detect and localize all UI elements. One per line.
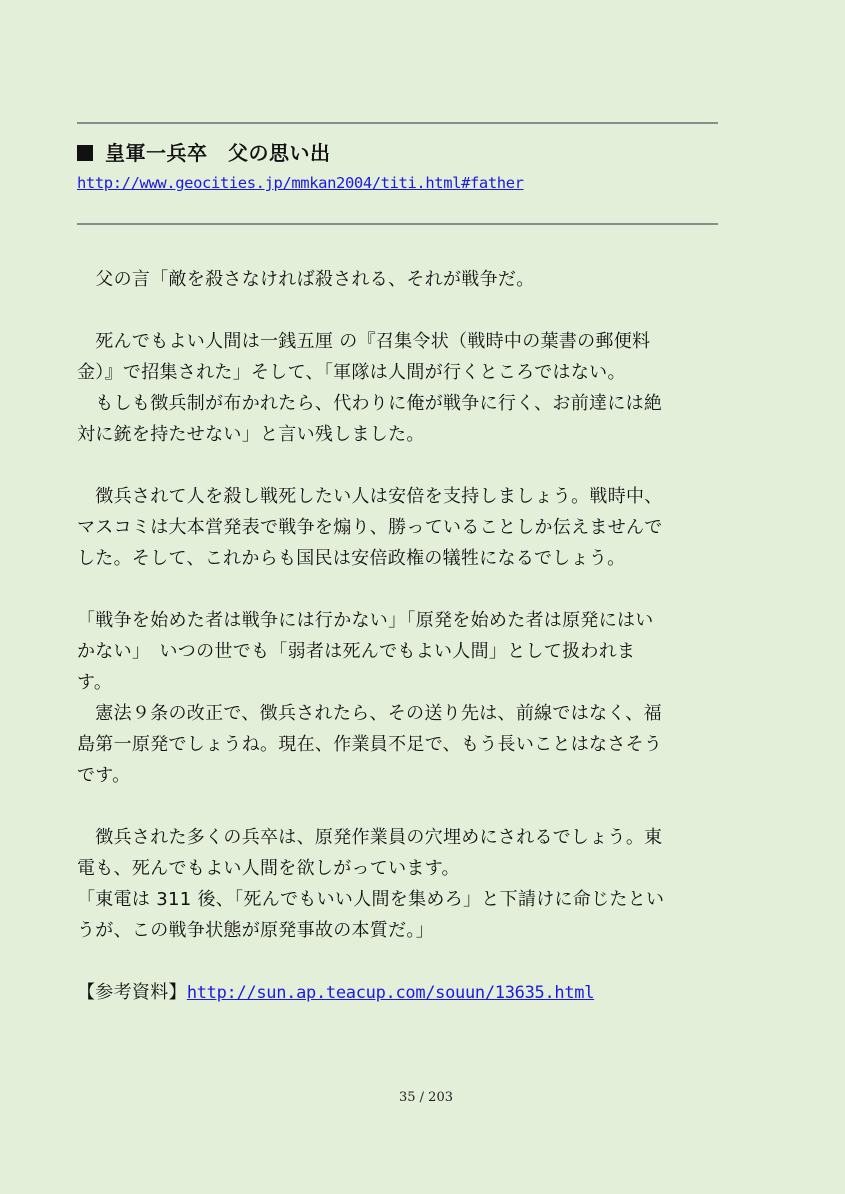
reference-link[interactable]: http://sun.ap.teacup.com/souun/13635.html	[186, 983, 595, 1003]
source-link[interactable]: http://www.geocities.jp/mmkan2004/titi.html#father	[77, 174, 524, 192]
document-page	[77, 0, 719, 1194]
paragraph-line: 徴兵されて人を殺し戦死したい人は安倍を支持しましょう。戦時中、	[77, 486, 663, 507]
paragraph-line: 電も、死んでもよい人間を欲しがっています。	[77, 858, 460, 879]
paragraph-line: した。そして、これからも国民は安倍政権の犠牲になるでしょう。	[77, 548, 626, 569]
section-heading	[77, 137, 331, 166]
heading-divider	[77, 223, 718, 225]
page-number: 35 / 203	[399, 1090, 453, 1105]
paragraph-line: 金）』で招集された」そして、「軍隊は人間が行くところではない。	[77, 362, 626, 383]
paragraph-line: です。	[77, 765, 131, 786]
reference-label: 【参考資料】	[77, 982, 187, 1003]
article-body	[77, 264, 719, 1009]
paragraph-line: 憲法９条の改正で、徴兵されたら、その送り先は、前線ではなく、福	[77, 703, 662, 724]
paragraph-line: 対に銃を持たせない」と言い残しました。	[77, 424, 425, 445]
paragraph-line: 「戦争を始めた者は戦争には行かない」「原発を始めた者は原発にはい	[77, 610, 654, 631]
paragraph-line: マスコミは大本営発表で戦争を煽り、勝っていることしか伝えませんで	[77, 517, 663, 538]
top-divider	[77, 122, 718, 124]
paragraph-line: 島第一原発でしょうね。現在、作業員不足で、もう長いことはなさそう	[77, 734, 663, 755]
section-title: 皇軍一兵卒 父の思い出	[105, 141, 331, 165]
paragraph-line: うが、この戦争状態が原発事故の本質だ。」	[77, 920, 434, 941]
paragraph-line: 父の言「敵を殺さなければ殺される、それが戦争だ。	[77, 269, 535, 290]
paragraph-line: す。	[77, 672, 113, 693]
paragraph-line: もしも徴兵制が布かれたら、代わりに俺が戦争に行く、お前達には絶	[77, 393, 663, 414]
square-bullet-icon	[77, 145, 93, 161]
paragraph-line: かない」 いつの世でも「弱者は死んでもよい人間」として扱われま	[77, 641, 636, 662]
reference-line	[77, 977, 719, 1009]
paragraph-line: 徴兵された多くの兵卒は、原発作業員の穴埋めにされるでしょう。東	[77, 827, 663, 848]
paragraph-line: 死んでもよい人間は一銭五厘 の『召集令状（戦時中の葉書の郵便料	[77, 331, 651, 352]
paragraph-line: 「東電は 311 後、「死んでもいい人間を集めろ」と下請けに命じたとい	[77, 889, 665, 910]
